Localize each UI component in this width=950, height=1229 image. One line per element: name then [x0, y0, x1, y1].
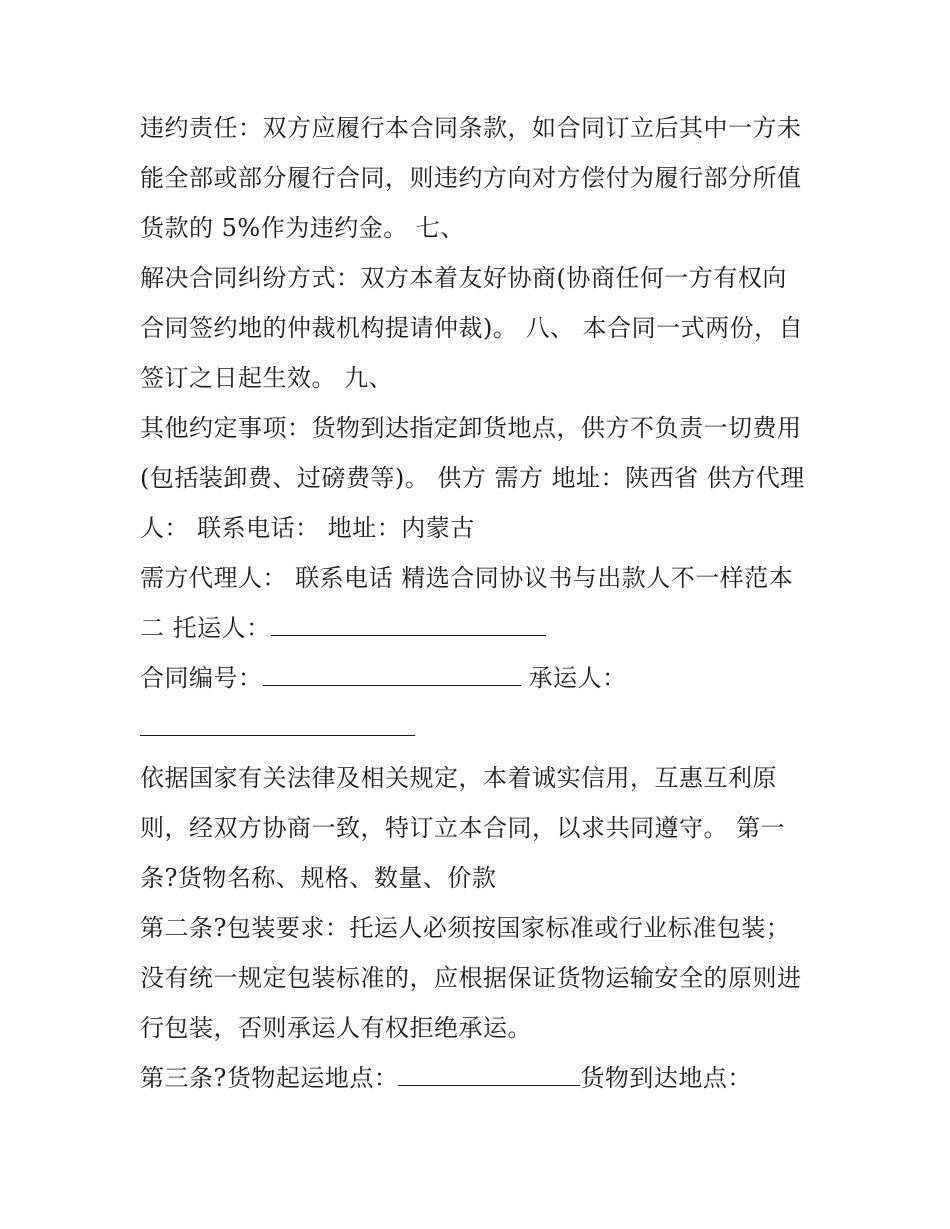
text-line: 没有统一规定包装标准的，应根据保证货物运输安全的原则进 — [140, 964, 802, 992]
text-line: 则，经双方协商一致，特订立本合同，以求共同遵守。 第一 — [140, 814, 786, 842]
text-line: 货款的 5%作为违约金。 七、 — [140, 214, 465, 242]
text-line: 其他约定事项：货物到达指定卸货地点，供方不负责一切费用 — [140, 414, 802, 442]
destination-label: 货物到达地点： — [580, 1064, 752, 1092]
text-line: 签订之日起生效。 九、 — [140, 364, 394, 392]
origin-blank — [398, 1067, 580, 1086]
text-line: (包括装卸费、过磅费等)。 供方 需方 地址：陕西省 供方代理 — [140, 464, 805, 492]
text-line: 合同签约地的仲裁机构提请仲裁)。 八、 本合同一式两份，自 — [140, 314, 804, 342]
carrier-blank-line — [140, 703, 820, 753]
contract-no-blank — [263, 667, 521, 686]
text-line: 行包装，否则承运人有权拒绝承运。 — [140, 1014, 532, 1042]
text-line: 条?货物名称、规格、数量、价款 — [140, 864, 497, 892]
carrier-blank — [140, 717, 415, 736]
text-line: 违约责任：双方应履行本合同条款，如合同订立后其中一方未 — [140, 114, 802, 142]
shipper-blank — [271, 617, 546, 636]
document-body — [140, 103, 820, 1103]
text-line: 人： 联系电话： 地址：内蒙古 — [140, 514, 475, 542]
contract-no-label: 合同编号： — [140, 664, 263, 692]
text-line: 需方代理人： 联系电话 精选合同协议书与出款人不一样范本 — [140, 564, 794, 592]
text-line: 能全部或部分履行合同，则违约方向对方偿付为履行部分所值 — [140, 164, 802, 192]
origin-destination-line — [140, 1053, 820, 1103]
contract-no-line — [140, 653, 820, 703]
text-line: 解决合同纠纷方式：双方本着友好协商(协商任何一方有权向 — [140, 264, 787, 292]
shipper-label: 二 托运人： — [140, 614, 271, 642]
text-line: 依据国家有关法律及相关规定，本着诚实信用，互惠互利原 — [140, 764, 777, 792]
origin-label: 第三条?货物起运地点： — [140, 1064, 399, 1092]
carrier-label: 承运人： — [520, 664, 627, 692]
text-line: 第二条?包装要求：托运人必须按国家标准或行业标准包装； — [140, 914, 791, 942]
shipper-line — [140, 603, 820, 653]
